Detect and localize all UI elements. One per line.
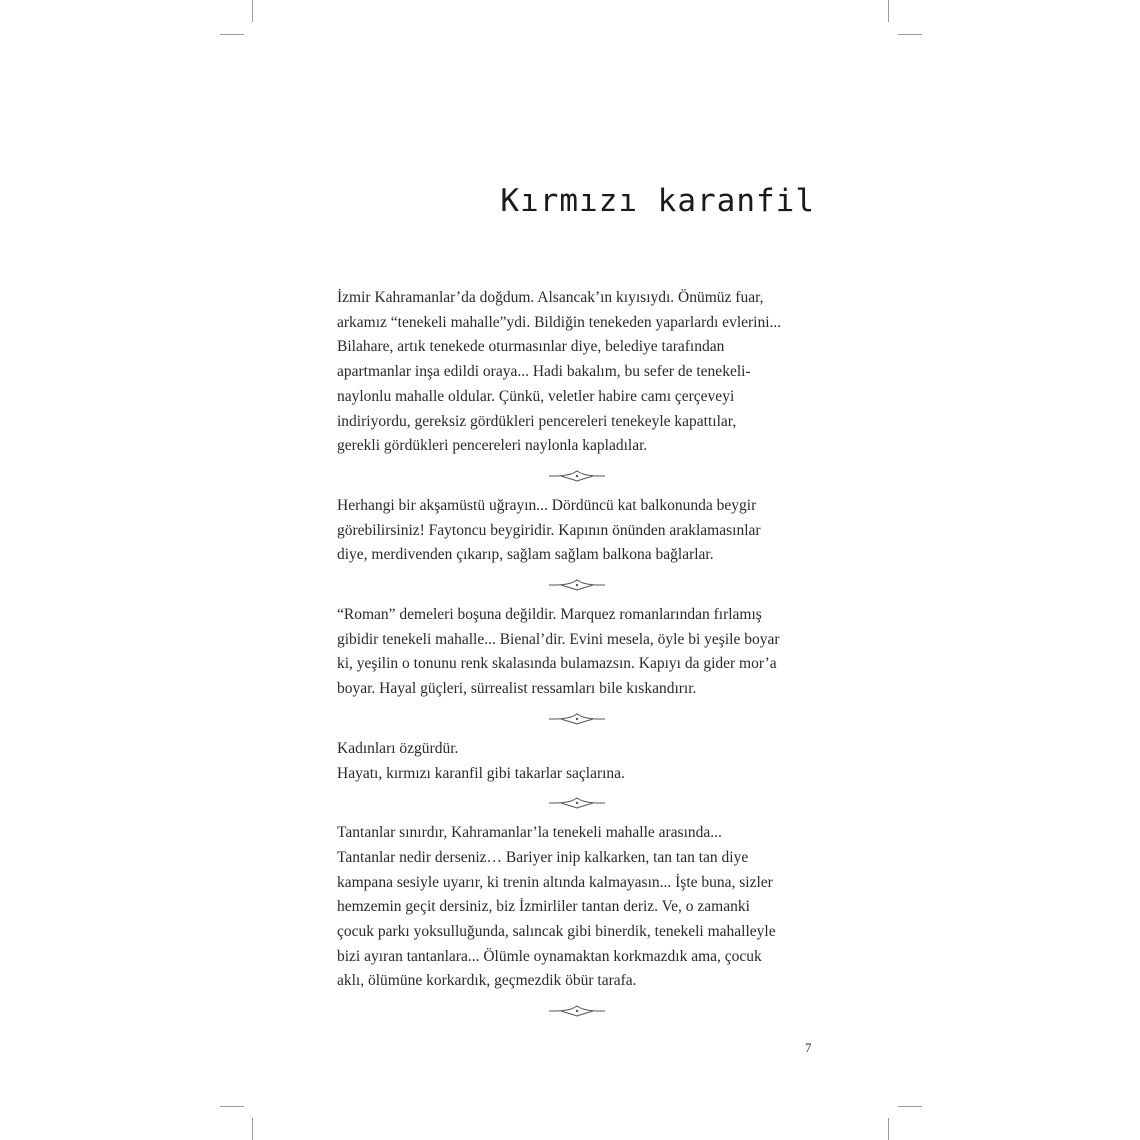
crop-mark bbox=[252, 1118, 253, 1140]
crop-mark bbox=[888, 1118, 889, 1140]
text-line: hemzemin geçit dersiniz, biz İzmirliler tantan deriz. Ve, o zamanki bbox=[337, 898, 750, 916]
text-line: gerekli gördükleri pencereleri naylonla kapladılar. bbox=[337, 437, 648, 455]
text-line: bizi ayıran tantanlara... Ölümle oynamaktan korkmazdık ama, çocuk bbox=[337, 947, 762, 965]
chapter-title: Kırmızı karanfil bbox=[500, 183, 815, 219]
text-line: Hayatı, kırmızı karanfil gibi takarlar saçlarına. bbox=[337, 764, 625, 782]
paragraph bbox=[337, 737, 817, 786]
section-ornament-icon bbox=[547, 796, 607, 810]
section-ornament-icon bbox=[547, 712, 607, 726]
chapter-body bbox=[337, 286, 817, 1029]
section-ornament-icon bbox=[547, 469, 607, 483]
text-line: Tantanlar sınırdır, Kahramanlar’la tenekeli mahalle arasında... bbox=[337, 824, 722, 842]
text-line: Kadınları özgürdür. bbox=[337, 739, 459, 757]
text-line: diye, merdivenden çıkarıp, sağlam sağlam balkona bağlarlar. bbox=[337, 546, 714, 564]
crop-mark bbox=[888, 0, 889, 22]
text-line: kampana sesiyle uyarır, ki trenin altında kalmayasın... İşte buna, sizler bbox=[337, 873, 773, 891]
section-ornament-icon bbox=[547, 1004, 607, 1018]
text-line: apartmanlar inşa edildi oraya... Hadi bakalım, bu sefer de tenekeli- bbox=[337, 363, 751, 381]
text-line: İzmir Kahramanlar’da doğdum. Alsancak’ın kıyısıydı. Önümüz fuar, bbox=[337, 289, 764, 306]
text-line: görebilirsiniz! Faytoncu beygiridir. Kapının önünden araklamasınlar bbox=[337, 521, 761, 539]
text-line: boyar. Hayal güçleri, sürrealist ressamları bile kıskandırır. bbox=[337, 680, 697, 698]
text-line: aklı, ölümüne korkardık, geçmezdik öbür tarafa. bbox=[337, 972, 637, 990]
text-line: indiriyordu, gereksiz gördükleri pencereleri tenekeyle kapattılar, bbox=[337, 412, 737, 430]
crop-mark bbox=[220, 1106, 244, 1107]
crop-mark bbox=[898, 34, 922, 35]
paragraph-list bbox=[337, 286, 817, 1018]
paragraph bbox=[337, 603, 817, 702]
text-line: çocuk parkı yoksulluğunda, salıncak gibi binerdik, tenekeli mahalleyle bbox=[337, 923, 776, 941]
text-line: ki, yeşilin o tonunu renk skalasında bulamazsın. Kapıyı da gider mor’a bbox=[337, 655, 777, 673]
text-line: gibidir tenekeli mahalle... Bienal’dir. Evini mesela, öyle bi yeşile boyar bbox=[337, 630, 780, 648]
text-line: Tantanlar nedir derseniz… Bariyer inip kalkarken, tan tan tan diye bbox=[337, 848, 749, 866]
section-ornament-icon bbox=[547, 578, 607, 592]
text-line: arkamız “tenekeli mahalle”ydi. Bildiğin tenekeden yaparlardı evlerini... bbox=[337, 313, 782, 331]
crop-mark bbox=[898, 1106, 922, 1107]
text-line: naylonlu mahalle oldular. Çünkü, veletler habire camı çerçeveyi bbox=[337, 387, 735, 405]
crop-mark bbox=[220, 34, 244, 35]
page-number: 7 bbox=[805, 1040, 812, 1055]
paragraph bbox=[337, 286, 817, 459]
text-line: Bilahare, artık tenekede oturmasınlar diye, belediye tarafından bbox=[337, 338, 725, 356]
paragraph bbox=[337, 494, 817, 568]
paragraph bbox=[337, 821, 817, 994]
crop-mark bbox=[252, 0, 253, 22]
text-line: “Roman” demeleri boşuna değildir. Marquez romanlarından fırlamış bbox=[337, 606, 762, 624]
text-line: Herhangi bir akşamüstü uğrayın... Dördüncü kat balkonunda beygir bbox=[337, 496, 757, 514]
